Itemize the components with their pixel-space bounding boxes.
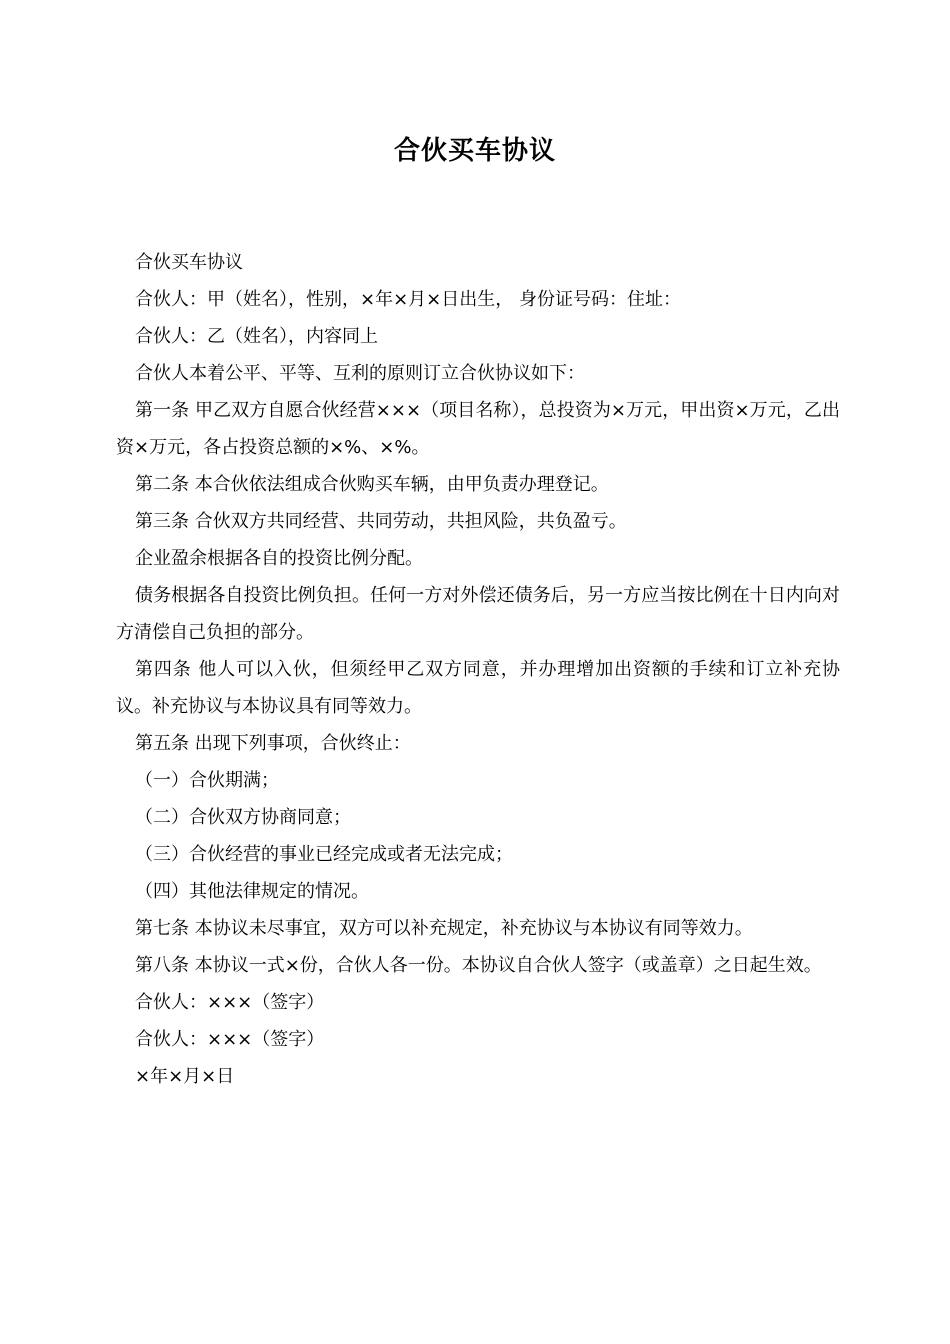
paragraph-article-3: 第三条 合伙双方共同经营、共同劳动，共担风险，共负盈亏。: [135, 511, 627, 532]
paragraph-article-2: 第二条 本合伙依法组成合伙购买车辆，由甲负责办理登记。: [135, 474, 609, 495]
paragraph-article-4: 第四条 他人可以入伙，但须经甲乙双方同意，并办理增加出资额的手续和订立补充协议。补充协议与本协议具有同等效力。: [116, 659, 840, 717]
paragraph-article-8: 第八条 本协议一式×份，合伙人各一份。本协议自合伙人签字（或盖章）之日起生效。: [135, 955, 822, 976]
paragraph-heading: 合伙买车协议: [135, 252, 243, 273]
paragraph-article-7: 第七条 本协议未尽事宜，双方可以补充规定，补充协议与本协议有同等效力。: [135, 918, 753, 939]
signature-partner-1: 合伙人：×××（签字）: [135, 992, 325, 1013]
document-title: 合伙买车协议: [393, 136, 556, 166]
paragraph-partner-b: 合伙人：乙（姓名），内容同上: [135, 326, 378, 347]
paragraph-profit: 企业盈余根据各自的投资比例分配。: [135, 548, 423, 569]
signature-date: ×年×月×日: [135, 1066, 235, 1087]
paragraph-item-2: （二）合伙双方协商同意；: [135, 807, 351, 828]
paragraph-preamble: 合伙人本着公平、平等、互利的原则订立合伙协议如下：: [135, 363, 585, 384]
paragraph-debt: 债务根据各自投资比例负担。任何一方对外偿还债务后，另一方应当按比例在十日内向对方清偿自己负担的部分。: [116, 585, 840, 643]
paragraph-item-3: （三）合伙经营的事业已经完成或者无法完成；: [135, 844, 513, 865]
paragraph-item-1: （一）合伙期满；: [135, 770, 279, 791]
signature-partner-2: 合伙人：×××（签字）: [135, 1029, 325, 1050]
paragraph-article-5: 第五条 出现下列事项，合伙终止：: [135, 733, 411, 754]
paragraph-article-1: 第一条 甲乙双方自愿合伙经营×××（项目名称），总投资为×万元，甲出资×万元，乙出资×万元，各占投资总额的×%、×%。: [116, 400, 840, 458]
paragraph-partner-a: 合伙人：甲（姓名），性别，×年×月×日出生， 身份证号码：住址：: [135, 289, 681, 310]
document-body: [116, 244, 840, 1095]
paragraph-item-4: （四）其他法律规定的情况。: [135, 881, 369, 902]
